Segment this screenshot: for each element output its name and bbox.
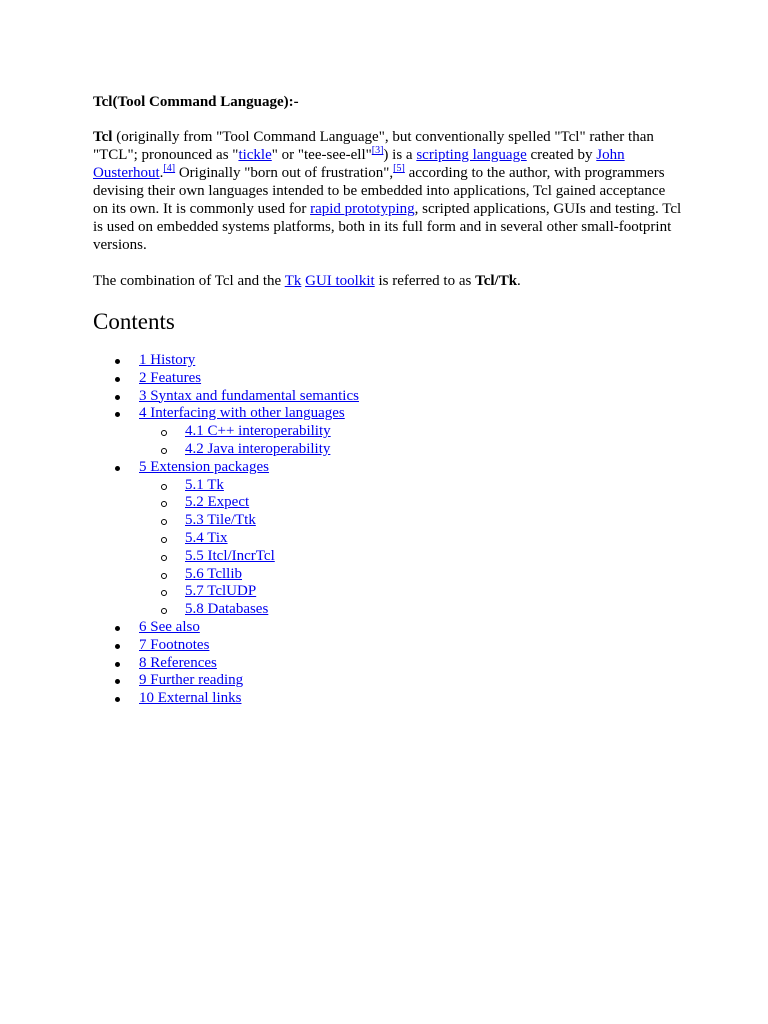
toc-link-references[interactable]: 8 References xyxy=(139,654,217,671)
circle-bullet-icon xyxy=(161,573,167,579)
document-page xyxy=(93,92,683,708)
intro-text-1: (originally from "Tool Command Language", but conventionally spelled "Tcl" rather than "TCL"; pronounced as " xyxy=(93,129,654,163)
toc-link-tcllib[interactable]: 5.6 Tcllib xyxy=(185,565,243,582)
link-john-ousterhout[interactable]: John Ousterhout xyxy=(93,147,625,181)
bullet-icon xyxy=(115,679,120,684)
link-gui-toolkit[interactable]: GUI toolkit xyxy=(305,273,375,289)
toc-link-syntax[interactable]: 3 Syntax and fundamental semantics xyxy=(139,387,359,404)
toc-link-java[interactable]: 4.2 Java interoperability xyxy=(185,440,331,457)
toc-link-external-links[interactable]: 10 External links xyxy=(139,690,242,707)
circle-bullet-icon xyxy=(161,430,167,436)
toc-link-databases[interactable]: 5.8 Databases xyxy=(185,601,269,618)
link-rapid-prototyping[interactable]: rapid prototyping xyxy=(310,201,415,217)
circle-bullet-icon xyxy=(161,537,167,543)
toc-item-databases xyxy=(139,601,683,619)
combo-text-3: is referred to as xyxy=(374,273,476,289)
intro-text-6: Originally "born out of frustration", xyxy=(175,165,394,181)
bullet-icon xyxy=(115,697,120,702)
toc-item-features xyxy=(93,370,683,388)
intro-term: Tcl xyxy=(93,129,113,145)
page-heading: Tcl(Tool Command Language):- xyxy=(93,94,299,110)
circle-bullet-icon xyxy=(161,484,167,490)
toc-link-tix[interactable]: 5.4 Tix xyxy=(185,529,228,546)
bullet-icon xyxy=(115,466,120,471)
toc-item-history xyxy=(93,352,683,370)
circle-bullet-icon xyxy=(161,608,167,614)
link-scripting-language[interactable]: scripting language xyxy=(416,147,527,163)
bullet-icon xyxy=(115,412,120,417)
toc-item-see-also xyxy=(93,619,683,637)
combination-paragraph xyxy=(93,272,683,290)
link-tickle[interactable]: tickle xyxy=(238,147,272,163)
ref-3-link[interactable]: [3] xyxy=(371,145,384,156)
intro-paragraph xyxy=(93,128,683,254)
toc-item-cpp xyxy=(139,423,683,441)
intro-text-7: according to the author, with programmers devising their own languages intended to be embedded into applications, Tcl gained acceptance on its own. It is commonly used for xyxy=(93,165,666,217)
toc-link-cpp[interactable]: 4.1 C++ interoperability xyxy=(185,423,331,440)
bullet-icon xyxy=(115,377,120,382)
link-tk[interactable]: Tk xyxy=(284,273,302,289)
toc-item-tix xyxy=(139,530,683,548)
bullet-icon xyxy=(115,395,120,400)
toc-item-interfacing xyxy=(93,405,683,458)
toc-link-expect[interactable]: 5.2 Expect xyxy=(185,494,250,511)
circle-bullet-icon xyxy=(161,590,167,596)
toc-link-interfacing[interactable]: 4 Interfacing with other languages xyxy=(139,405,345,422)
bullet-icon xyxy=(115,626,120,631)
toc-link-itcl[interactable]: 5.5 Itcl/IncrTcl xyxy=(185,547,275,564)
toc-item-tcllib xyxy=(139,566,683,584)
circle-bullet-icon xyxy=(161,519,167,525)
toc-item-external-links xyxy=(93,690,683,708)
toc-link-see-also[interactable]: 6 See also xyxy=(139,618,200,635)
ref-5-link[interactable]: [5] xyxy=(393,163,405,174)
intro-text-2: " or "tee-see-ell" xyxy=(271,147,372,163)
toc-link-tile[interactable]: 5.3 Tile/Ttk xyxy=(185,512,256,529)
table-of-contents xyxy=(93,352,683,708)
toc-link-extension[interactable]: 5 Extension packages xyxy=(139,458,269,475)
toc-link-features[interactable]: 2 Features xyxy=(139,369,202,386)
circle-bullet-icon xyxy=(161,501,167,507)
toc-link-tcludp[interactable]: 5.7 TclUDP xyxy=(185,583,257,600)
ref-4-link[interactable]: [4] xyxy=(163,163,176,174)
combo-text-4: . xyxy=(517,273,521,289)
circle-bullet-icon xyxy=(161,555,167,561)
toc-link-tk[interactable]: 5.1 Tk xyxy=(185,476,224,493)
toc-item-references xyxy=(93,655,683,673)
toc-sublist-extension xyxy=(139,477,683,619)
bullet-icon xyxy=(115,359,120,364)
toc-sublist-interfacing xyxy=(139,423,683,459)
intro-text-8: , scripted applications, GUIs and testing. Tcl is used on embedded systems platforms, both in its full form and in several other small-footprint versions. xyxy=(93,201,682,253)
contents-title: Contents xyxy=(93,309,175,334)
toc-item-extension xyxy=(93,459,683,619)
bullet-icon xyxy=(115,644,120,649)
toc-item-syntax xyxy=(93,388,683,406)
combo-text-1: The combination of Tcl and the xyxy=(93,273,285,289)
toc-item-java xyxy=(139,441,683,459)
combo-term: Tcl/Tk xyxy=(475,273,518,289)
toc-item-expect xyxy=(139,494,683,512)
toc-item-further-reading xyxy=(93,672,683,690)
toc-item-footnotes xyxy=(93,637,683,655)
toc-item-itcl xyxy=(139,548,683,566)
bullet-icon xyxy=(115,662,120,667)
intro-text-3: ) is a xyxy=(383,147,417,163)
toc-item-tk xyxy=(139,477,683,495)
circle-bullet-icon xyxy=(161,448,167,454)
intro-text-5: . xyxy=(159,165,164,181)
toc-item-tcludp xyxy=(139,583,683,601)
toc-link-history[interactable]: 1 History xyxy=(139,352,196,368)
toc-link-further-reading[interactable]: 9 Further reading xyxy=(139,672,244,689)
toc-link-footnotes[interactable]: 7 Footnotes xyxy=(139,636,210,653)
toc-item-tile xyxy=(139,512,683,530)
intro-text-4: created by xyxy=(526,147,597,163)
